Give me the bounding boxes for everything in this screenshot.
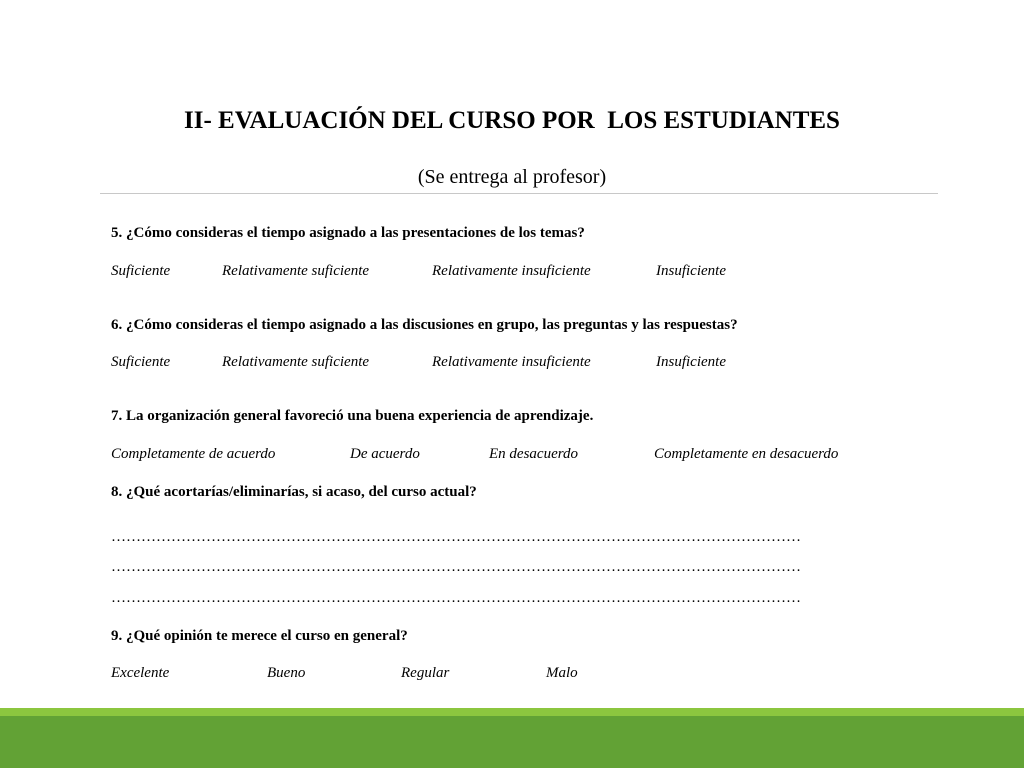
q9-option-4[interactable]: Malo: [546, 665, 578, 681]
q5-option-1[interactable]: Suficiente: [111, 263, 171, 279]
question-8: 8. ¿Qué acortarías/eliminarías, si acaso, del curso actual?: [111, 484, 477, 500]
q5-option-3[interactable]: Relativamente insuficiente: [432, 263, 591, 279]
question-7: 7. La organización general favoreció una buena experiencia de aprendizaje.: [111, 408, 594, 424]
q6-option-3[interactable]: Relativamente insuficiente: [432, 354, 591, 370]
q7-option-1[interactable]: Completamente de acuerdo: [111, 446, 276, 462]
page-title: II- EVALUACIÓN DEL CURSO POR LOS ESTUDIANTES: [184, 107, 840, 134]
q6-option-4[interactable]: Insuficiente: [656, 354, 726, 370]
q5-option-4[interactable]: Insuficiente: [656, 263, 726, 279]
question-6: 6. ¿Cómo consideras el tiempo asignado a las discusiones en grupo, las preguntas y las respuestas?: [111, 317, 738, 333]
q9-option-2[interactable]: Bueno: [267, 665, 306, 681]
q9-option-3[interactable]: Regular: [401, 665, 450, 681]
q6-option-1[interactable]: Suficiente: [111, 354, 171, 370]
q5-option-2[interactable]: Relativamente suficiente: [222, 263, 370, 279]
footer-accent-bar: [0, 708, 1024, 716]
q7-option-4[interactable]: Completamente en desacuerdo: [654, 446, 839, 462]
q8-answer-line-2[interactable]: …………………………………………………………………………………………………………………………: [111, 559, 801, 575]
q8-answer-line-3[interactable]: …………………………………………………………………………………………………………………………: [111, 590, 801, 606]
question-5: 5. ¿Cómo consideras el tiempo asignado a las presentaciones de los temas?: [111, 225, 585, 241]
q6-option-2[interactable]: Relativamente suficiente: [222, 354, 370, 370]
footer-bar: [0, 716, 1024, 768]
q7-option-2[interactable]: De acuerdo: [350, 446, 420, 462]
page-subtitle: (Se entrega al profesor): [417, 166, 607, 188]
q9-option-1[interactable]: Excelente: [111, 665, 170, 681]
q7-option-3[interactable]: En desacuerdo: [489, 446, 579, 462]
question-9: 9. ¿Qué opinión te merece el curso en general?: [111, 628, 408, 644]
header-divider: [100, 193, 938, 194]
q8-answer-line-1[interactable]: …………………………………………………………………………………………………………………………: [111, 529, 801, 545]
